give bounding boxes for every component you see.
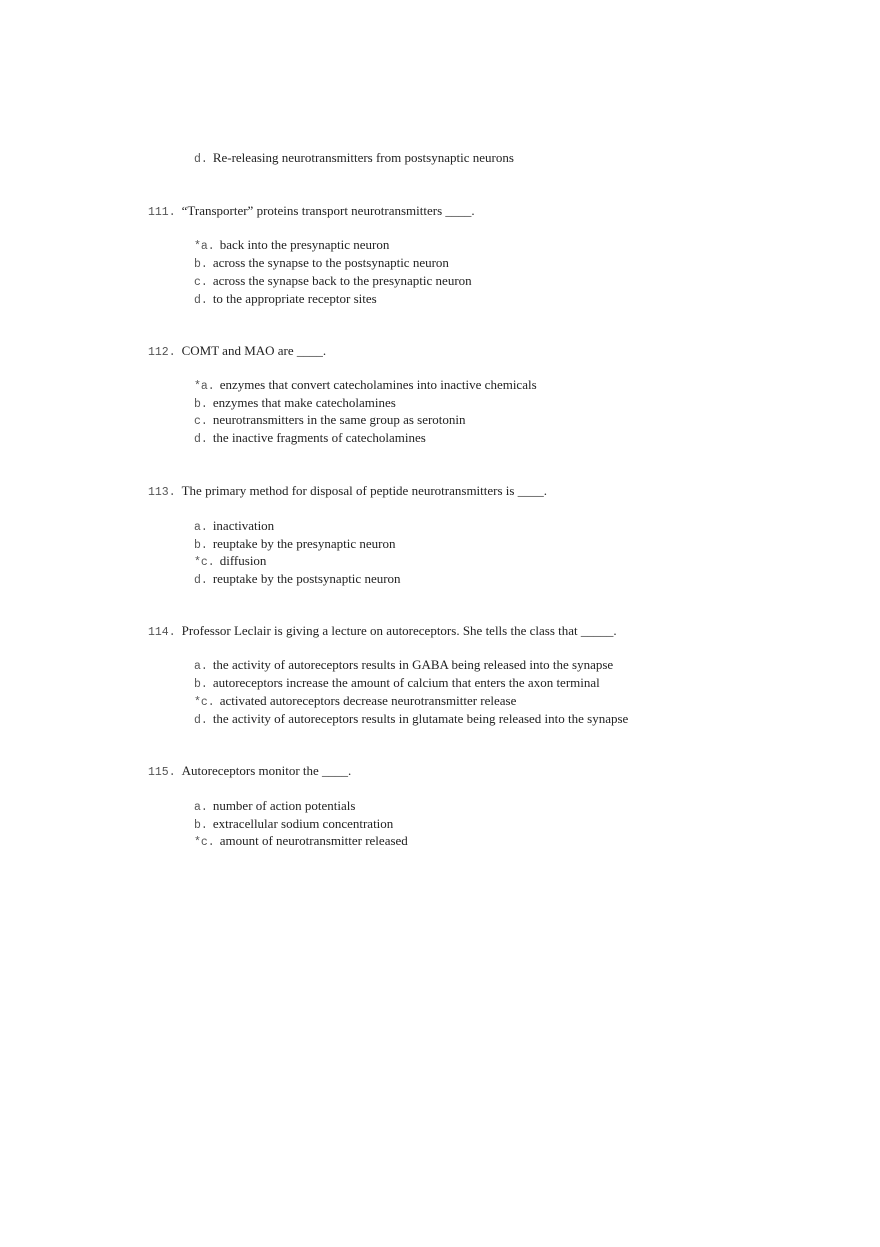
option-text: inactivation (212, 518, 275, 533)
option-text: activated autoreceptors decrease neurotransmitter release (219, 693, 517, 708)
option-letter: *a. (194, 380, 215, 393)
question-text: Professor Leclair is giving a lecture on autoreceptors. She tells the class that _____. (181, 623, 617, 638)
question-112-stem (148, 343, 326, 361)
question-115-stem (148, 763, 351, 781)
option-letter: d. (194, 294, 208, 307)
option-letter: d. (194, 433, 208, 446)
question-115-option-a (194, 798, 355, 816)
question-111-option-b (194, 255, 449, 273)
option-letter: *c. (194, 836, 215, 849)
question-111-stem (148, 203, 475, 221)
option-text: enzymes that make catecholamines (212, 395, 396, 410)
question-113-option-a (194, 518, 274, 536)
option-text: amount of neurotransmitter released (219, 833, 408, 848)
question-111-option-d (194, 291, 377, 309)
question-111-option-a (194, 237, 389, 255)
question-114-option-c (194, 693, 516, 711)
option-text: across the synapse back to the presynaptic neuron (212, 273, 472, 288)
option-text: across the synapse to the postsynaptic neuron (212, 255, 449, 270)
option-letter: *c. (194, 556, 215, 569)
option-text: the activity of autoreceptors results in glutamate being released into the synapse (212, 711, 629, 726)
option-letter: b. (194, 398, 208, 411)
carryover-option (194, 150, 514, 168)
option-text: diffusion (219, 553, 267, 568)
option-letter: b. (194, 258, 208, 271)
option-text: number of action potentials (212, 798, 356, 813)
question-112-option-c (194, 412, 466, 430)
question-115-option-c (194, 833, 408, 851)
option-text: the inactive fragments of catecholamines (212, 430, 426, 445)
question-114-option-d (194, 711, 628, 729)
question-text: “Transporter” proteins transport neurotransmitters ____. (181, 203, 475, 218)
option-letter: c. (194, 415, 208, 428)
option-letter: b. (194, 539, 208, 552)
question-number: 113. (148, 486, 176, 499)
question-114-option-b (194, 675, 600, 693)
question-text: The primary method for disposal of peptide neurotransmitters is ____. (181, 483, 547, 498)
option-text: enzymes that convert catecholamines into inactive chemicals (219, 377, 537, 392)
question-112-option-a (194, 377, 537, 395)
option-text: Re-releasing neurotransmitters from postsynaptic neurons (212, 150, 514, 165)
question-number: 114. (148, 626, 176, 639)
question-114-option-a (194, 657, 613, 675)
question-115-option-b (194, 816, 393, 834)
question-113-option-b (194, 536, 395, 554)
question-number: 115. (148, 766, 176, 779)
option-letter: b. (194, 819, 208, 832)
question-112-option-d (194, 430, 426, 448)
question-number: 112. (148, 346, 176, 359)
option-text: reuptake by the postsynaptic neuron (212, 571, 401, 586)
option-text: autoreceptors increase the amount of calcium that enters the axon terminal (212, 675, 600, 690)
option-letter: a. (194, 801, 208, 814)
question-114-stem (148, 623, 617, 641)
option-text: back into the presynaptic neuron (219, 237, 390, 252)
option-letter: *c. (194, 696, 215, 709)
option-letter: c. (194, 276, 208, 289)
option-letter: a. (194, 521, 208, 534)
option-text: to the appropriate receptor sites (212, 291, 377, 306)
question-113-option-c (194, 553, 266, 571)
option-letter: d. (194, 714, 208, 727)
question-113-stem (148, 483, 547, 501)
option-letter: b. (194, 678, 208, 691)
option-text: neurotransmitters in the same group as serotonin (212, 412, 466, 427)
option-letter: d. (194, 153, 208, 166)
option-letter: d. (194, 574, 208, 587)
option-text: the activity of autoreceptors results in GABA being released into the synapse (212, 657, 614, 672)
question-number: 111. (148, 206, 176, 219)
question-text: COMT and MAO are ____. (181, 343, 327, 358)
question-text: Autoreceptors monitor the ____. (181, 763, 352, 778)
question-113-option-d (194, 571, 401, 589)
option-letter: a. (194, 660, 208, 673)
question-112-option-b (194, 395, 396, 413)
option-text: reuptake by the presynaptic neuron (212, 536, 396, 551)
option-letter: *a. (194, 240, 215, 253)
option-text: extracellular sodium concentration (212, 816, 394, 831)
question-111-option-c (194, 273, 472, 291)
